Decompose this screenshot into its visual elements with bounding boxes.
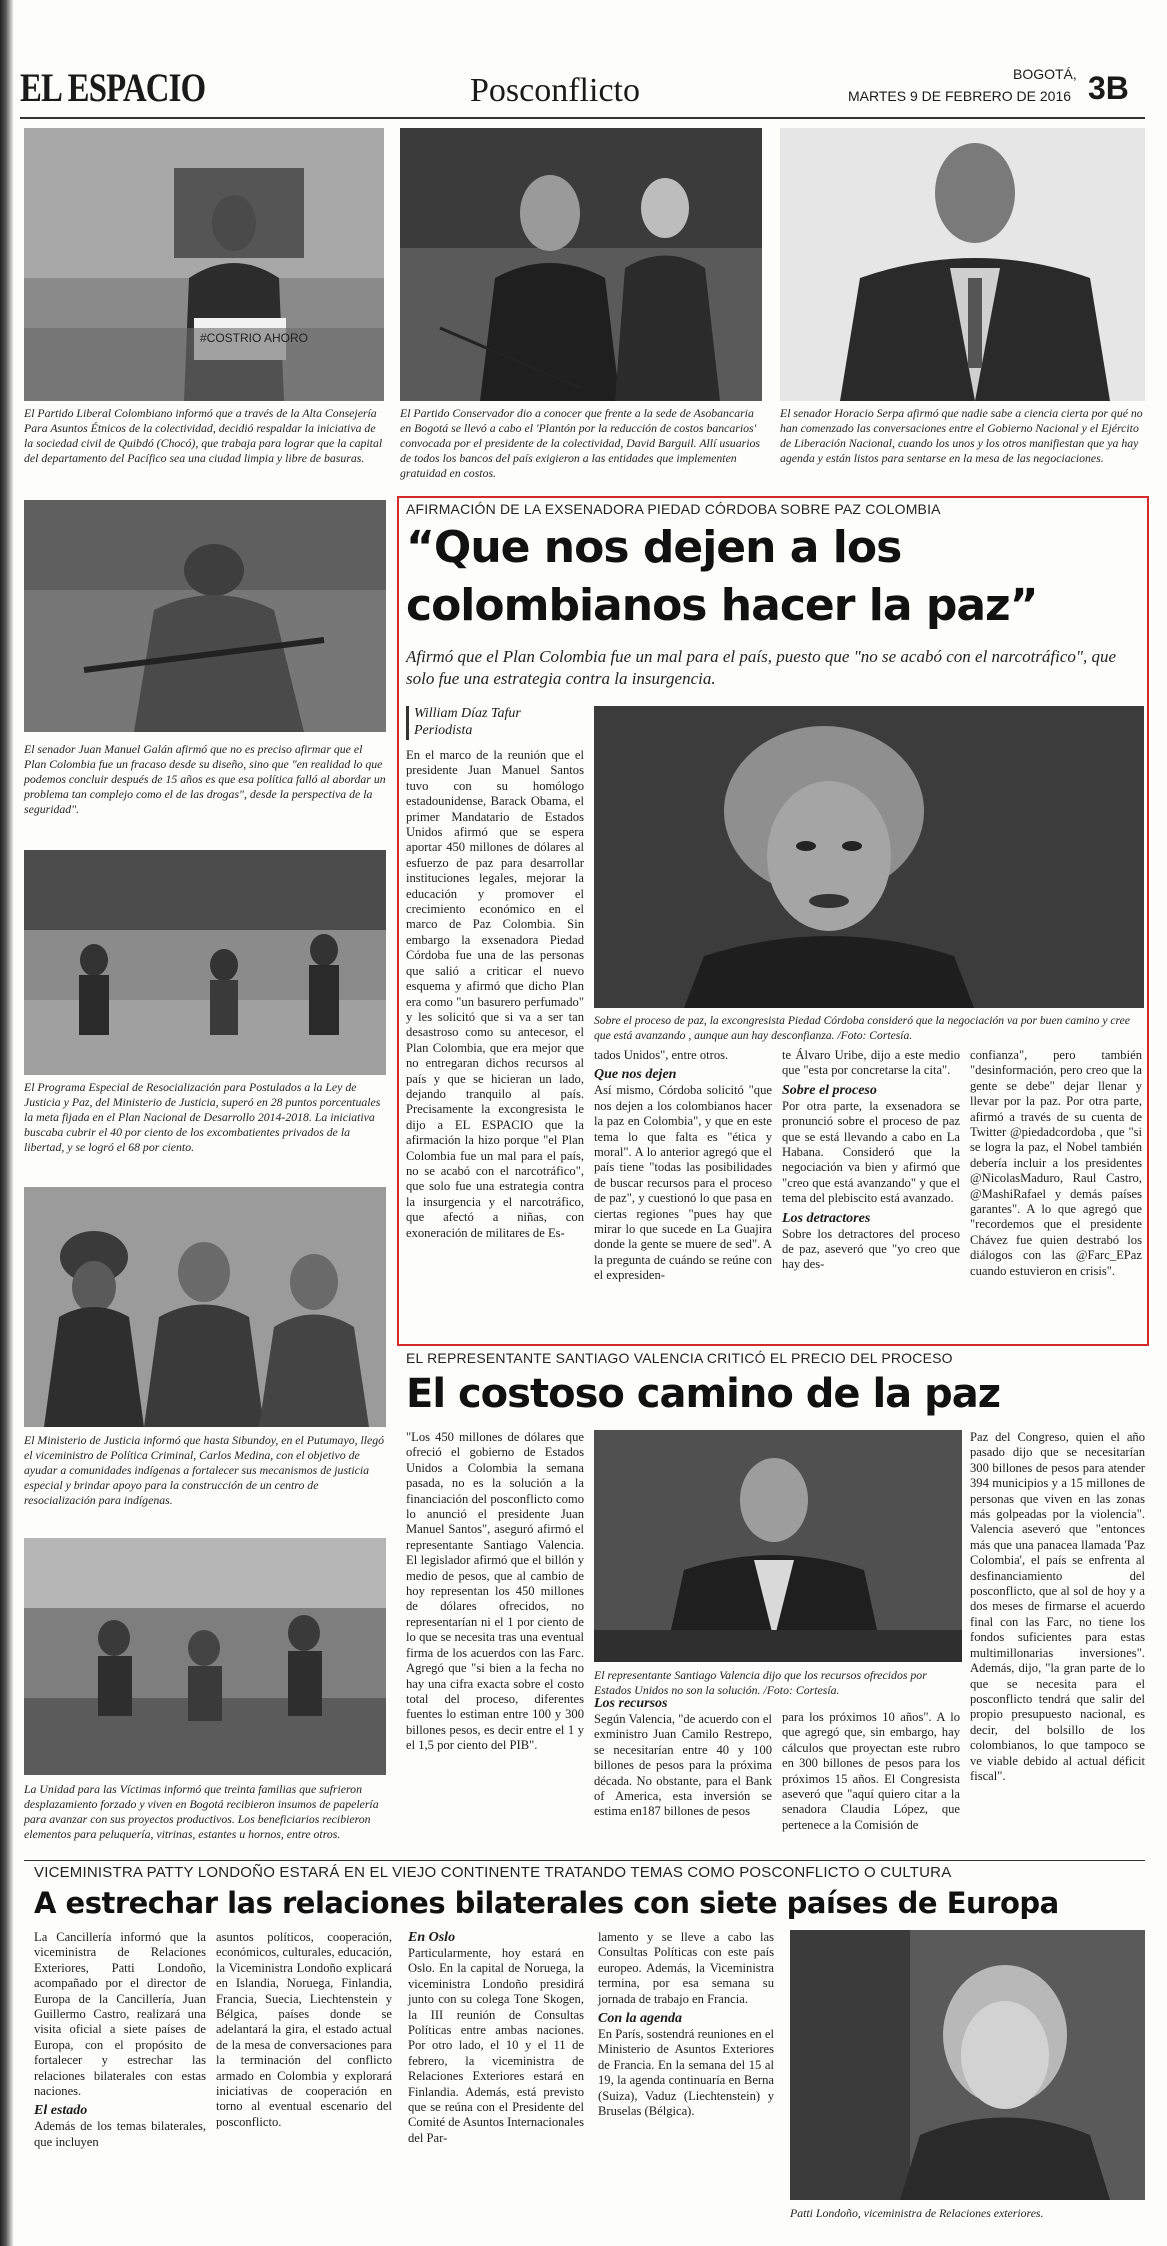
third-headline: A estrechar las relaciones bilaterales con siete países de Europa bbox=[34, 1886, 1059, 1920]
photo-piedad-cordoba bbox=[594, 706, 1144, 1008]
main-headline-line1: “Que nos dejen a los bbox=[406, 522, 902, 573]
third-col4-text-a: lamento y se lleve a cabo las Consultas Políticas con este país europeo. Además, la Viceministra termina, por esa semana su jornada de trabajo en Francia. bbox=[598, 1930, 774, 2006]
second-col4: Paz del Congreso, quien el año pasado dijo que se necesitarían 300 billones de pesos para atender 394 municipios y a 15 millones de personas que viven en las zonas más golpeadas por la violencia". Valencia aseveró que "entonces más que una panacea llamada 'Paz Colombia', el país se enfrenta al desfinanciamiento del posconflicto, que al sol de hoy y a dos meses de firmarse el acuerdo final con las Farc, no tiene los fondos suficientes para estas multimillonarias inversiones". Además, dijo, "la gran parte de lo que se necesita para el posconflicto tendrá que salir del propio presupuesto nacional, es decir, del bolsillo de los colombianos, lo que tampoco se ve viable debido al actual déficit fiscal". bbox=[970, 1430, 1145, 1783]
byline-role: Periodista bbox=[414, 723, 473, 738]
main-col3 bbox=[782, 1048, 960, 1273]
byline-name: William Díaz Tafur bbox=[414, 706, 521, 721]
main-col3-text-a: te Álvaro Uribe, dijo a este medio que "esta por concretarse la cita". bbox=[782, 1048, 960, 1078]
third-col3-text: Particularmente, hoy estará en Oslo. En la capital de Noruega, la viceministra Londoño presidirá junto con su colega Tone Skogen, la III reunión de Consultas Políticas entre ambas naciones. Por otro lado, el 10 y el 11 de febrero, la viceministra de Relaciones Exteriores estará en Finlandia. Además, está previsto que se reúna con el Presidente del Comité de Asuntos Internacionales del Par- bbox=[408, 1946, 584, 2145]
photo-patti-londono bbox=[790, 1930, 1145, 2200]
header-date: MARTES 9 DE FEBRERO DE 2016 bbox=[848, 88, 1072, 104]
photo-conservative-party bbox=[400, 128, 762, 401]
caption-conservative-party: El Partido Conservador dio a conocer que frente a la sede de Asobancaria en Bogotá se llevó a cabo el 'Plantón por la reducción de costos bancarios' convocada por el presidente de la colectividad, David Barguil. Allí usuarios de todos los bancos del país exigieron a las entidades que implementen gratuidad en costos. bbox=[400, 406, 760, 480]
second-col1: "Los 450 millones de dólares que ofreció el gobierno de Estados Unidos a Colombia la semana pasada, no es la solución a la financiación del posconflicto como lo anunció el presidente Juan Manuel Santos", aseguró afirmó el representante Santiago Valencia. El legislador afirmó que el billón y medio de pesos, que al cambio de hoy representan los 450 millones de dólares ofrecidos, no representarían ni el 1 por ciento de lo que se necesita tras una eventual firma de los acuerdos con las Farc. Agregó que "si bien a la fecha no hay una cifra exacta sobre el costo total del proceso, diferentes fuentes lo estiman entre 100 y 300 billones pesos, es decir entre el 1 y el 1,5 por ciento del PIB". bbox=[406, 1430, 584, 1753]
caption-victimas: La Unidad para las Víctimas informó que treinta familias que sufrieron desplazamiento forzado y viven en Bogotá recibieron insumos de papelería para avanzar con sus proyectos productivos. Los beneficiarios recibieron elementos para peluquería, vitrinas, estantes u hornos, entre otros. bbox=[24, 1782, 379, 1841]
photo-victimas bbox=[24, 1538, 386, 1775]
third-col4-text-b: En París, sostendrá reuniones en el Ministerio de Asuntos Exteriores de Francia. En la semana del 15 al 19, la agenda continuaría en Berna (Suiza), Vaduz (Liechtenstein) y Bruselas (Bélgica). bbox=[598, 2027, 774, 2119]
third-story-rule bbox=[24, 1860, 1145, 1861]
caption-santiago-valencia: El representante Santiago Valencia dijo que los recursos ofrecidos por Estados Unidos no son la solución. /Foto: Cortesía. bbox=[594, 1668, 927, 1697]
third-subhead-en-oslo: En Oslo bbox=[408, 1930, 456, 1945]
caption-patti-londono: Patti Londoño, viceministra de Relaciones exteriores. bbox=[790, 2206, 1044, 2220]
second-col2-text: Según Valencia, "de acuerdo con el exministro Juan Camilo Restrepo, se necesitarían entre 40 y 100 billones de pesos para la próxima década. No obstante, para el Bank of America, esta inversión se estima en187 billones de pesos bbox=[594, 1712, 772, 1819]
photo-santiago-valencia bbox=[594, 1430, 962, 1662]
third-col3 bbox=[408, 1930, 584, 2146]
main-subhead-que-nos-dejen: Que nos dejen bbox=[594, 1067, 677, 1083]
third-subhead-el-estado: El estado bbox=[34, 2103, 88, 2119]
header-rule bbox=[20, 117, 1145, 119]
third-col1 bbox=[34, 1930, 206, 2150]
masthead: EL ESPACIO bbox=[20, 65, 206, 110]
page-edge bbox=[0, 0, 14, 2246]
main-deck: Afirmó que el Plan Colombia fue un mal para el país, puesto que "no se acabó con el narcotráfico", que solo fue una estrategia contra la insurgencia. bbox=[406, 647, 1117, 688]
third-subhead-con-la-agenda: Con la agenda bbox=[598, 2011, 683, 2027]
protest-sign-text: #COSTRIO AHORO bbox=[200, 331, 309, 345]
main-col1: En el marco de la reunión que el presidente Juan Manuel Santos tuvo con su homólogo estadounidense, Barack Obama, el primer Mandatario de Estados Unidos afirmó que se espera aportar 450 millones de dólares al esfuerzo de paz para desarrollar instituciones legales, mejorar la educación y promover el crecimiento económico en el marco de Paz Colombia. Sin embargo la exsenadora Piedad Córdoba fue una de las personas que salió a criticar el nuevo esquema y afirmó que dicho Plan era como "un basurero perfumado" y les solicitó que si va a ser tan desastroso como su antecesor, el Plan Colombia, que era mejor que no entregaran dichos recursos al país y que se hicieran un lado, dejando tranquilo al país. Precisamente la excongresista le dijo a EL ESPACIO que la afirmación la hizo porque "el Plan Colombia fue un mal para el país, no se acabó con el narcotráfico", que solo fue una estrategia contra la insurgencia y el narcotráfico, que afectó a niñas, con exoneración de militares de Es- bbox=[406, 748, 584, 1240]
photo-sibundoy bbox=[24, 1187, 386, 1427]
third-col1-text-b: Además de los temas bilaterales, que incluyen bbox=[34, 2119, 206, 2149]
main-subhead-sobre-el-proceso: Sobre el proceso bbox=[782, 1082, 877, 1098]
second-headline: El costoso camino de la paz bbox=[406, 1371, 1000, 1417]
photo-horacio-serpa bbox=[780, 128, 1145, 401]
second-subhead-los-recursos: Los recursos bbox=[594, 1696, 668, 1711]
main-subhead-los-detractores: Los detractores bbox=[782, 1210, 871, 1226]
second-col2 bbox=[594, 1696, 772, 1820]
main-col4: confianza", pero también "desinformación, pero creo que la gente se debe" dejar llenar y llevar por la paz. Por otra parte, afirmó a través de su cuenta de Twitter @piedadcordoba , que "si se logra la paz, el Nobel también debería incluir a los presidentes @NicolasMaduro, Raul Castro, @MashiRafael y demás países garantes". A lo que agregó que "recordemos que el presidente Chávez fue quien destrabó los diálogos con las @Farc_EPaz cuando estuvieron en crisis". bbox=[970, 1048, 1142, 1278]
caption-resocializacion: El Programa Especial de Resocialización para Postulados a la Ley de Justicia y Paz, del Ministerio de Justicia, superó en 28 puntos porcentuales la meta fijada en el Plan Nacional de Desarrollo 2014-2018. La iniciativa buscaba cubrir el 40 por ciento de los excombatientes privados de la libertad, y se logró el 68 por ciento. bbox=[24, 1080, 381, 1154]
second-col3: para los próximos 10 años". A lo que agregó que, sin embargo, hay cálculos que proyectan este rubro en 300 billones de pesos para los próximos 15 años. El Congresista aseveró que "aquí quiero citar a la senadora Claudia López, que pertenece a la Comisión de bbox=[782, 1710, 960, 1832]
main-col2 bbox=[594, 1048, 772, 1284]
caption-galan: El senador Juan Manuel Galán afirmó que no es preciso afirmar que el Plan Colombia fue un fracaso desde su diseño, sino que "en realidad lo que podemos concluir después de 15 años es que esa política falló al abordar un problema tan complejo como el de las drogas", desde la perspectiva de la seguridad". bbox=[24, 742, 386, 816]
main-col3-text-c: Sobre los detractores del proceso de paz, aseveró que "yo creo que hay des- bbox=[782, 1226, 960, 1272]
third-kicker: VICEMINISTRA PATTY LONDOÑO ESTARÁ EN EL VIEJO CONTINENTE TRATANDO TEMAS COMO POSCONFLICTO O CULTURA bbox=[34, 1864, 952, 1881]
caption-horacio-serpa: El senador Horacio Serpa afirmó que nadie sabe a ciencia cierta por qué no han comenzado las conversaciones entre el Gobierno Nacional y el Ejército de Liberación Nacional, cuando los unos y los otros manifiestan que ya hay agenda y están listos para sentarse en la mesa de las negociaciones. bbox=[780, 406, 1143, 465]
third-col4 bbox=[598, 1930, 774, 2119]
header-city: BOGOTÁ, bbox=[1013, 66, 1077, 82]
main-col2-text-b: Así mismo, Córdoba solicitó "que nos dejen a los colombianos hacer la paz en Colombia", y que en este tema lo que falta es "ética y moral". A lo anterior agregó que el país tiene "todas las posibilidades de buscar recursos para el proceso de paz", y cuestionó lo que pasa en ciertas regiones "pues hay que mirar lo que sucede en La Guajira donde la gente se muere de sed". A la pregunta de cuándo se reúne con el expresiden- bbox=[594, 1083, 772, 1283]
caption-piedad-cordoba: Sobre el proceso de paz, la excongresista Piedad Córdoba consideró que la negociación va por buen camino y cree que está avanzando , aunque aun hay desconfianza. /Foto: Cortesía. bbox=[594, 1014, 1130, 1042]
byline-bar bbox=[406, 706, 409, 740]
second-kicker: EL REPRESENTANTE SANTIAGO VALENCIA CRITICÓ EL PRECIO DEL PROCESO bbox=[406, 1350, 953, 1366]
section-title: Posconflicto bbox=[470, 72, 640, 109]
third-col1-text: La Cancillería informó que la viceministra de Relaciones Exteriores, Patti Londoño, acompañado por el director de Europa de la Cancillería, Juan Guillermo Castro, realizará una visita oficial a siete países de Europa, con el propósito de fortalecer y estrechar las relaciones bilaterales con estas naciones. bbox=[34, 1930, 206, 2099]
main-headline-line2: colombianos hacer la paz” bbox=[406, 580, 1038, 631]
photo-liberal-party bbox=[24, 128, 384, 401]
third-col2: asuntos políticos, cooperación, económicos, culturales, educación, la Viceministra Londoño explicará en Islandia, Noruega, Finlandia, Francia, Suecia, Liechtenstein y Bélgica, países donde se adelantará la gira, el estado actual de la mesa de conversaciones para la terminación del conflicto armado en Colombia y explorará iniciativas de cooperación en torno al eventual escenario del posconflicto. bbox=[216, 1930, 392, 2129]
main-col3-text-b: Por otra parte, la exsenadora se pronunció sobre el proceso de paz que se está llevando a cabo en La Habana. Consideró que la negociación va bien y afirmó que "creo que está avanzando" y que el tema del plebiscito está avanzado. bbox=[782, 1098, 960, 1206]
photo-resocializacion bbox=[24, 850, 386, 1075]
main-kicker: AFIRMACIÓN DE LA EXSENADORA PIEDAD CÓRDOBA SOBRE PAZ COLOMBIA bbox=[406, 501, 941, 517]
photo-galan-soldier bbox=[24, 500, 386, 732]
main-col2-text-a: tados Unidos", entre otros. bbox=[594, 1048, 729, 1062]
page-number: 3B bbox=[1088, 70, 1129, 106]
caption-sibundoy: El Ministerio de Justicia informó que hasta Sibundoy, en el Putumayo, llegó el viceministro de Política Criminal, Carlos Medina, con el objetivo de ayudar a comunidades indígenas a fortalecer sus mecanismos de justicia especial y brindar apoyo para la construcción de un centro de resocialización para indígenas. bbox=[24, 1433, 385, 1507]
caption-liberal-party: El Partido Liberal Colombiano informó que a través de la Alta Consejería Para Asuntos Étnicos de la colectividad, decidió respaldar la iniciativa de la sociedad civil de Quibdó (Chocó), que trabaja para lograr que la capital del departamento del Pacífico sea una ciudad limpia y libre de basuras. bbox=[24, 406, 383, 465]
